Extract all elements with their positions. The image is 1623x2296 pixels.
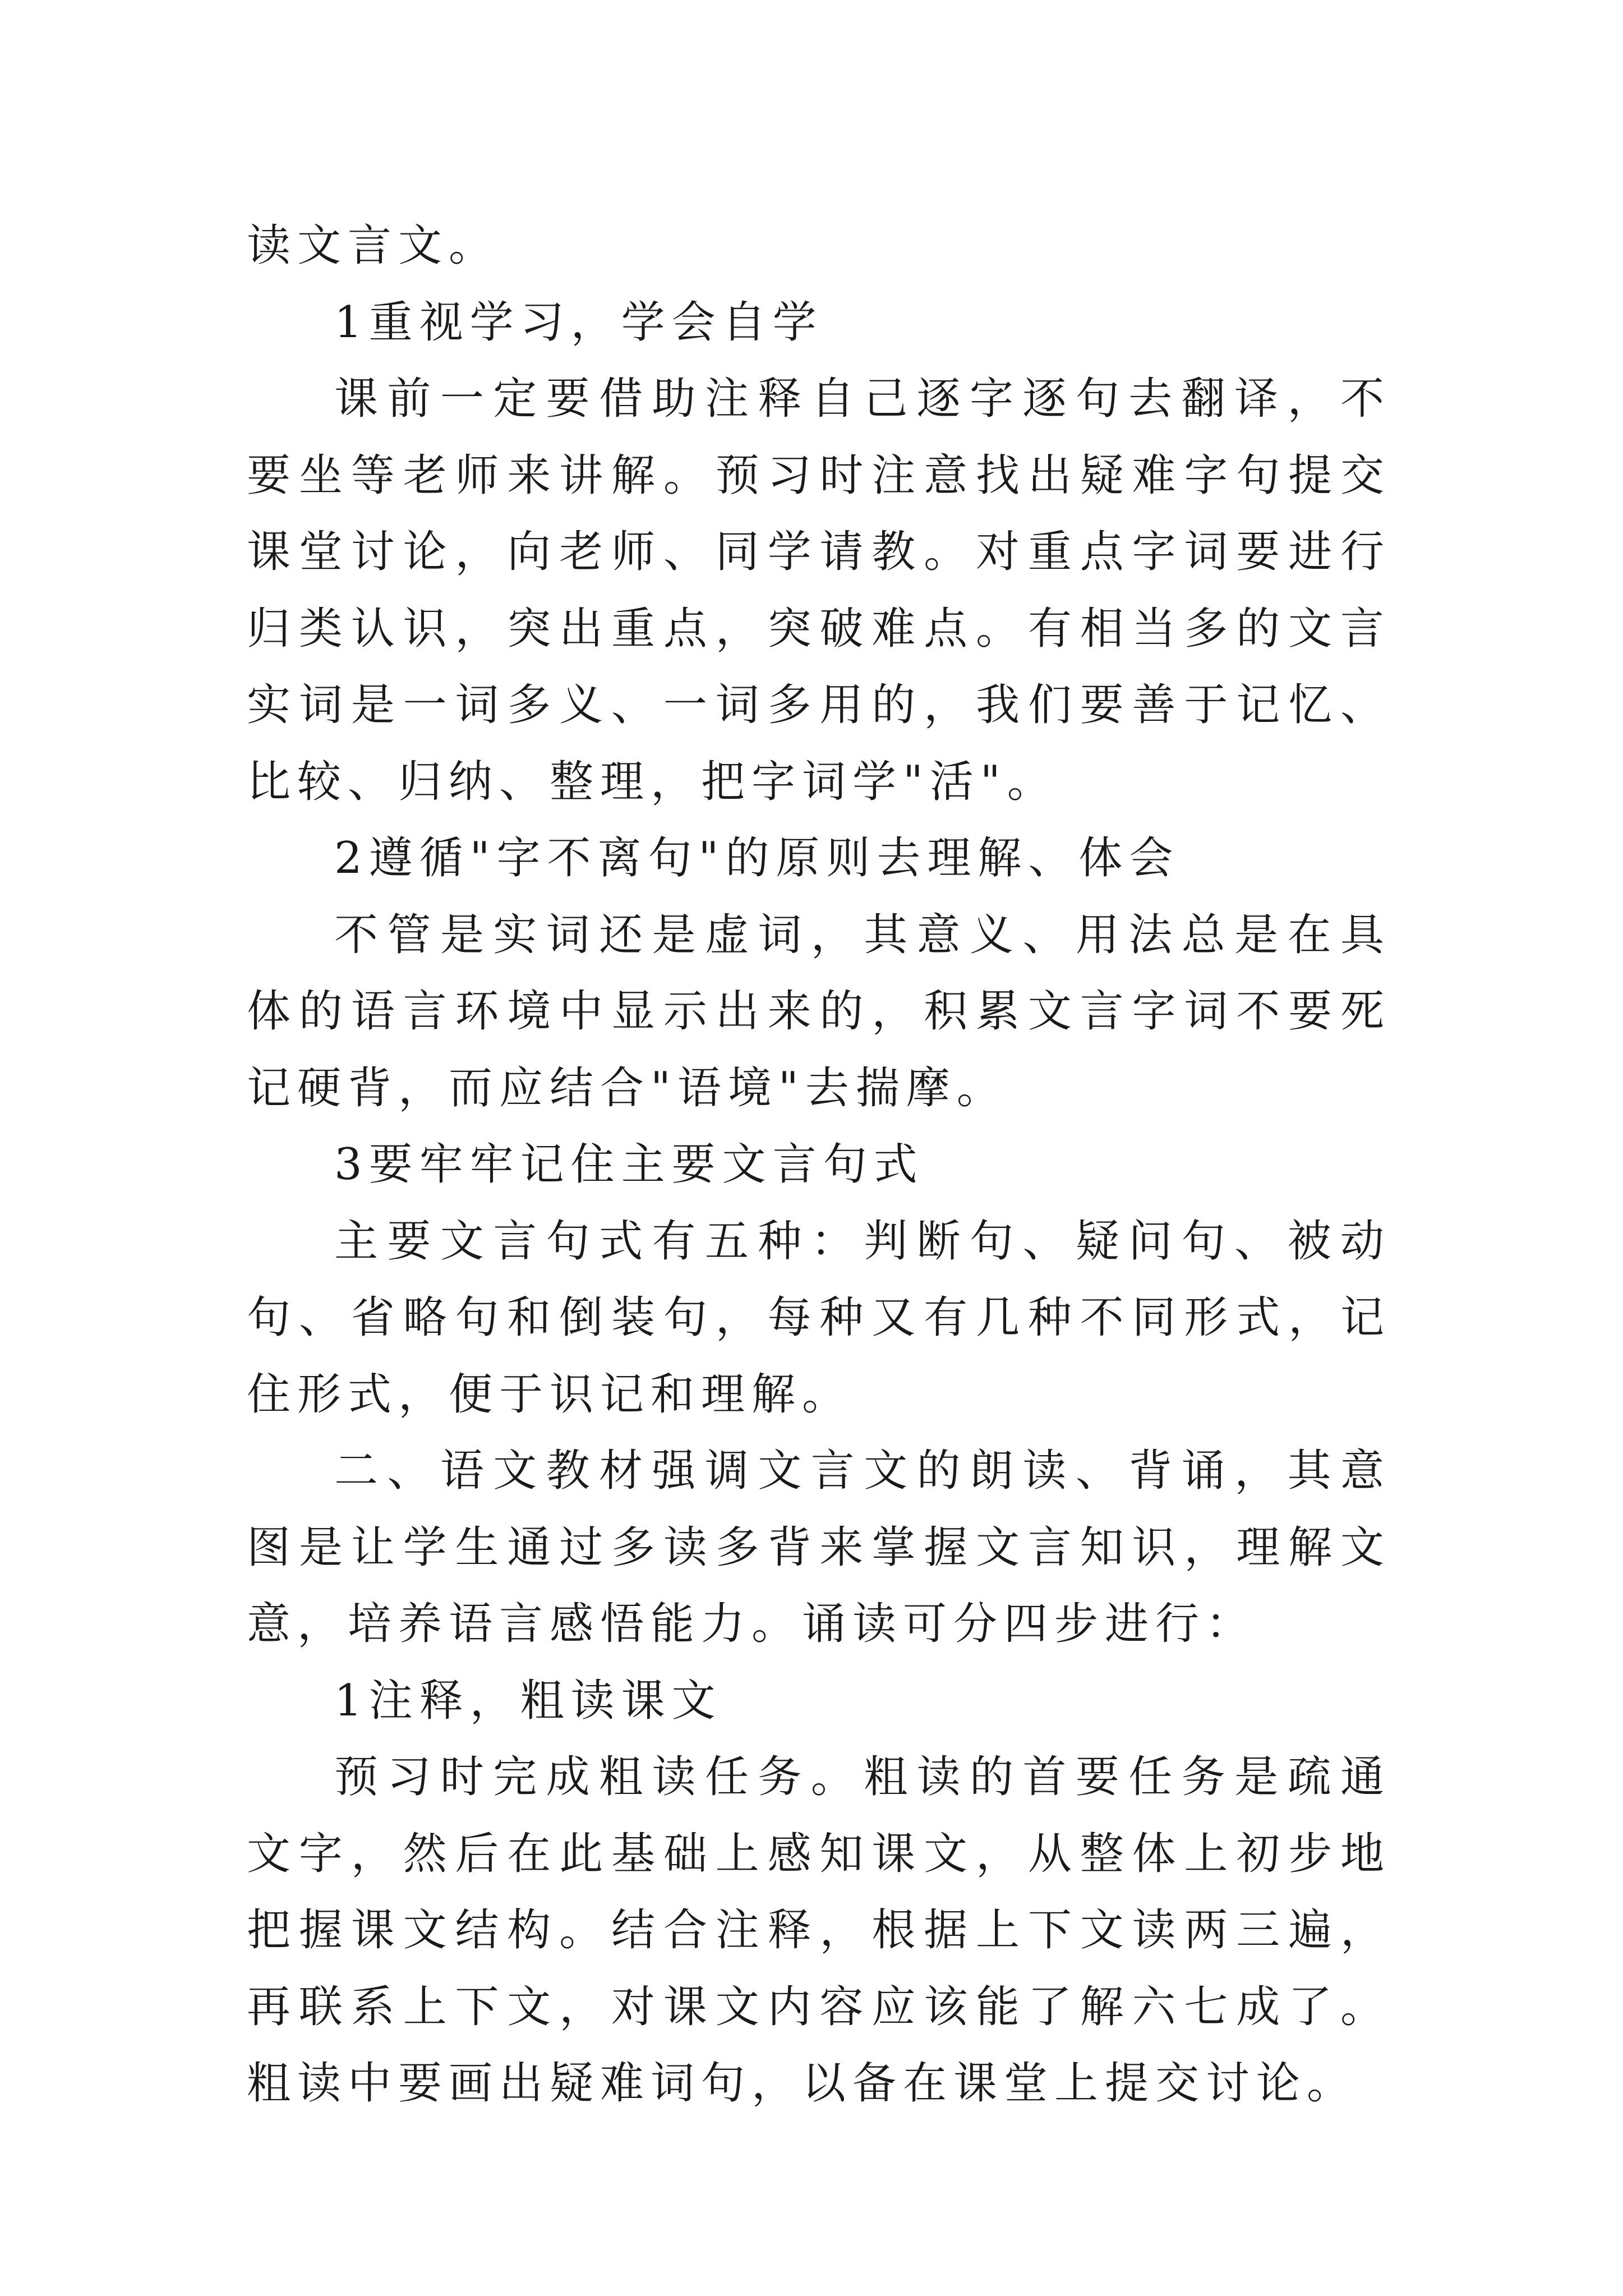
- paragraph-sentence-patterns: 主要文言句式有五种：判断句、疑问句、被动句、省略句和倒装句，每种又有几种不同形式，记住形式，便于识记和理解。: [247, 1216, 1391, 1420]
- heading-word-in-sentence: 2遵循"字不离句"的原则去理解、体会: [334, 833, 1180, 884]
- document-body: [247, 208, 1391, 2122]
- heading-self-study: 1重视学习，学会自学: [334, 297, 823, 348]
- paragraph-word-in-sentence: 不管是实词还是虚词，其意义、用法总是在具体的语言环境中显示出来的，积累文言字词不要死记硬背，而应结合"语境"去揣摩。: [247, 909, 1391, 1114]
- paragraph-continuation: 读文言文。: [247, 220, 500, 271]
- heading-sentence-patterns: 3要牢牢记住主要文言句式: [334, 1139, 924, 1190]
- paragraph-section-two: 二、语文教材强调文言文的朗读、背诵，其意图是让学生通过多读多背来掌握文言知识，理解文意，培养语言感悟能力。诵读可分四步进行：: [247, 1446, 1391, 1649]
- paragraph-self-study: 课前一定要借助注释自己逐字逐句去翻译，不要坐等老师来讲解。预习时注意找出疑难字句提交课堂讨论，向老师、同学请教。对重点字词要进行归类认识，突出重点，突破难点。有相当多的文言实词是一词多义、一词多用的，我们要善于记忆、比较、归纳、整理，把字词学"活"。: [247, 374, 1391, 807]
- paragraph-rough-reading: 预习时完成粗读任务。粗读的首要任务是疏通文字，然后在此基础上感知课文，从整体上初步地把握课文结构。结合注释，根据上下文读两三遍，再联系上下文，对课文内容应该能了解六七成了。粗读中要画出疑难词句，以备在课堂上提交讨论。: [247, 1752, 1391, 2109]
- heading-rough-reading: 1注释，粗读课文: [334, 1675, 722, 1726]
